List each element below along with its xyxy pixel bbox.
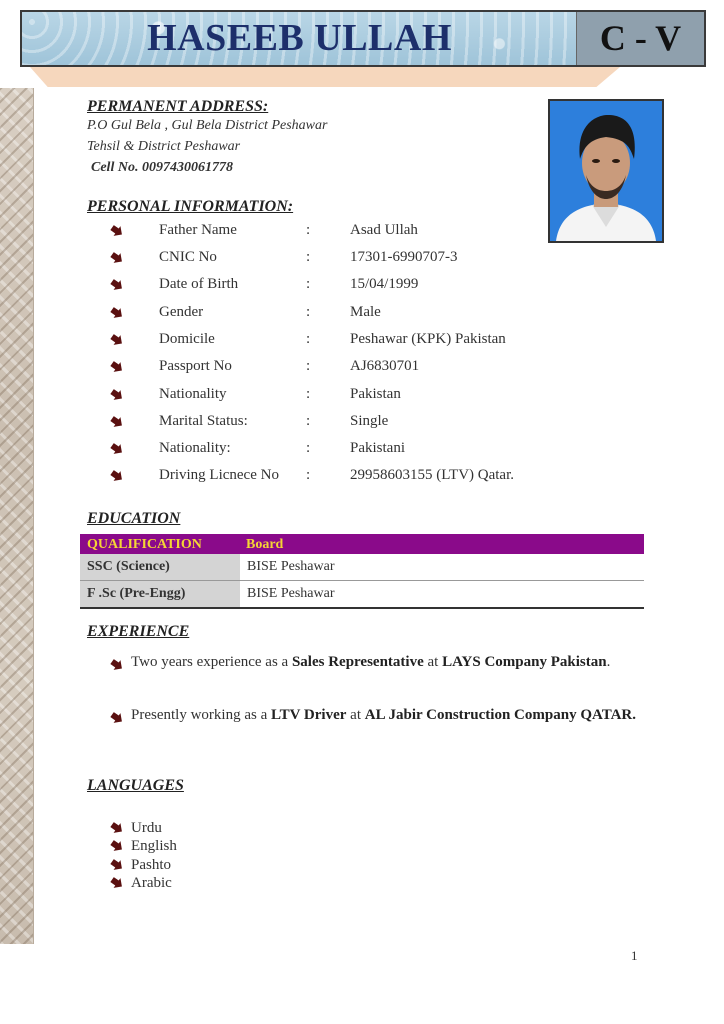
- personal-info-row: [110, 440, 650, 460]
- arrow-bullet-icon: [110, 251, 124, 265]
- arrow-bullet-icon: [110, 388, 124, 402]
- personal-info-row: [110, 413, 650, 433]
- info-value: Pakistani: [350, 440, 405, 456]
- info-colon: :: [306, 331, 311, 347]
- info-label: Date of Birth: [159, 276, 239, 292]
- arrow-bullet-icon: [110, 707, 124, 721]
- info-colon: :: [306, 467, 311, 483]
- info-value: Peshawar (KPK) Pakistan: [350, 331, 506, 347]
- address-line-1: P.O Gul Bela , Gul Bela District Peshawar: [87, 118, 328, 133]
- experience-mid-text: at: [423, 654, 443, 670]
- info-label: Marital Status:: [159, 413, 248, 429]
- arrow-bullet-icon: [110, 442, 124, 456]
- qualification-cell: SSC (Science): [80, 554, 240, 581]
- arrow-bullet-icon: [110, 224, 124, 238]
- education-table: [80, 534, 644, 609]
- arrow-bullet-icon: [110, 278, 124, 292]
- qualification-header: QUALIFICATION: [80, 534, 240, 554]
- person-photo-icon: [550, 101, 662, 241]
- arrow-bullet-icon: [110, 839, 124, 853]
- language-label: English: [131, 838, 177, 854]
- personal-info-row: [110, 467, 650, 487]
- info-label: Father Name: [159, 222, 237, 238]
- board-header: Board: [240, 534, 644, 554]
- experience-item: [110, 701, 637, 729]
- cv-label: C - V: [576, 12, 704, 65]
- experience-role: Sales Representative: [291, 654, 424, 670]
- info-colon: :: [306, 386, 311, 402]
- board-cell: BISE Peshawar: [240, 554, 644, 581]
- personal-info-row: [110, 249, 650, 269]
- personal-information-heading: PERSONAL INFORMATION:: [87, 198, 294, 215]
- info-value: 29958603155 (LTV) Qatar.: [350, 467, 515, 483]
- info-label: Driving Licnece No: [159, 467, 279, 483]
- permanent-address-heading: PERMANENT ADDRESS:: [87, 98, 269, 115]
- arrow-bullet-icon: [110, 469, 124, 483]
- info-label: Domicile: [159, 331, 215, 347]
- info-value: Male: [350, 304, 381, 320]
- arrow-bullet-icon: [110, 415, 124, 429]
- info-label: Nationality:: [159, 440, 231, 456]
- personal-info-row: [110, 331, 650, 351]
- experience-pre-text: Presently working as a: [131, 707, 271, 723]
- arrow-bullet-icon: [110, 306, 124, 320]
- info-value: AJ6830701: [350, 358, 420, 374]
- info-colon: :: [306, 413, 311, 429]
- info-value: Single: [350, 413, 389, 429]
- table-row: [80, 581, 644, 609]
- language-label: Arabic: [131, 875, 172, 891]
- candidate-name: HASEEB ULLAH: [147, 17, 452, 59]
- education-heading: EDUCATION: [87, 510, 181, 527]
- info-colon: :: [306, 440, 311, 456]
- experience-post-text: .: [606, 654, 611, 670]
- experience-heading: EXPERIENCE: [87, 623, 190, 640]
- languages-heading: LANGUAGES: [87, 777, 184, 794]
- arrow-bullet-icon: [110, 821, 124, 835]
- experience-item: [110, 648, 637, 676]
- address-line-2: Tehsil & District Peshawar: [87, 139, 241, 154]
- experience-text: [131, 648, 637, 676]
- language-label: Urdu: [131, 820, 162, 836]
- arrow-bullet-icon: [110, 360, 124, 374]
- info-colon: :: [306, 276, 311, 292]
- info-label: Nationality: [159, 386, 227, 402]
- experience-company: AL Jabir Construction Company QATAR.: [364, 707, 637, 723]
- experience-text: [131, 701, 637, 729]
- info-label: Gender: [159, 304, 204, 320]
- info-label: Passport No: [159, 358, 232, 374]
- personal-info-row: [110, 222, 650, 242]
- info-colon: :: [306, 249, 311, 265]
- experience-pre-text: Two years experience as a: [131, 654, 292, 670]
- personal-info-row: [110, 358, 650, 378]
- info-label: CNIC No: [159, 249, 217, 265]
- info-value: 17301-6990707-3: [350, 249, 458, 265]
- page-number: 1: [631, 948, 638, 963]
- arrow-bullet-icon: [110, 333, 124, 347]
- table-header-row: [80, 534, 644, 554]
- arrow-bullet-icon: [110, 654, 124, 668]
- decorative-left-strip: [0, 88, 34, 944]
- qualification-cell: F .Sc (Pre-Engg): [80, 581, 240, 609]
- info-value: 15/04/1999: [350, 276, 419, 292]
- personal-info-row: [110, 304, 650, 324]
- arrow-bullet-icon: [110, 876, 124, 890]
- personal-info-row: [110, 276, 650, 296]
- header-banner: [20, 10, 706, 67]
- info-colon: :: [306, 358, 311, 374]
- info-colon: :: [306, 304, 311, 320]
- table-row: [80, 554, 644, 581]
- language-label: Pashto: [131, 857, 172, 873]
- personal-info-row: [110, 386, 650, 406]
- arrow-bullet-icon: [110, 858, 124, 872]
- info-colon: :: [306, 222, 311, 238]
- experience-role: LTV Driver: [270, 707, 347, 723]
- board-cell: BISE Peshawar: [240, 581, 644, 609]
- info-value: Pakistan: [350, 386, 401, 402]
- cell-number: Cell No. 0097430061778: [91, 160, 233, 175]
- info-value: Asad Ullah: [350, 222, 418, 238]
- experience-company: LAYS Company Pakistan: [442, 654, 607, 670]
- experience-mid-text: at: [346, 707, 365, 723]
- header-shadow: [30, 67, 620, 87]
